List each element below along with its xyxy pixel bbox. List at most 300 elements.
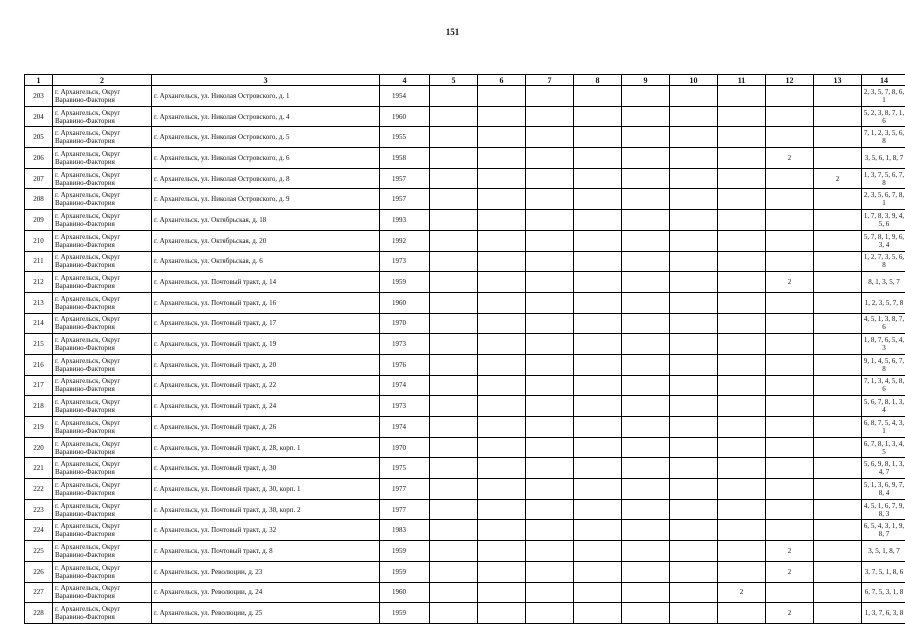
row-number-cell: 218 [25, 396, 53, 417]
col12-cell [766, 437, 814, 458]
table-row [25, 334, 905, 355]
codes-cell: 6, 7, 5, 3, 1, 8 [862, 582, 905, 603]
col5-cell [430, 541, 478, 562]
col5-cell [430, 127, 478, 148]
district-cell: г. Архангельск, Округ Варавино-Фактория [53, 127, 152, 148]
col12-cell [766, 499, 814, 520]
district-cell: г. Архангельск, Округ Варавино-Фактория [53, 541, 152, 562]
col10-cell [670, 148, 718, 169]
col6-cell [478, 230, 526, 251]
year-cell: 1977 [380, 479, 430, 500]
row-number-cell: 224 [25, 520, 53, 541]
address-cell: г. Архангельск, ул. Николая Островского, д. 4 [152, 106, 380, 127]
col9-cell [622, 210, 670, 231]
column-header: 5 [430, 75, 478, 86]
col13-cell [814, 210, 862, 231]
column-header: 14 [862, 75, 905, 86]
col5-cell [430, 168, 478, 189]
col11-cell [718, 499, 766, 520]
col8-cell [574, 520, 622, 541]
col5-cell [430, 396, 478, 417]
col12-cell [766, 396, 814, 417]
year-cell: 1983 [380, 520, 430, 541]
col7-cell [526, 189, 574, 210]
col7-cell [526, 354, 574, 375]
col12-cell [766, 520, 814, 541]
col7-cell [526, 168, 574, 189]
district-cell: г. Архангельск, Округ Варавино-Фактория [53, 251, 152, 272]
col5-cell [430, 520, 478, 541]
table-row [25, 603, 905, 624]
year-cell: 1993 [380, 210, 430, 231]
col10-cell [670, 520, 718, 541]
year-cell: 1959 [380, 272, 430, 293]
table-row [25, 292, 905, 313]
column-header: 7 [526, 75, 574, 86]
col13-cell [814, 292, 862, 313]
year-cell: 1970 [380, 437, 430, 458]
district-cell: г. Архангельск, Округ Варавино-Фактория [53, 148, 152, 169]
row-number-cell: 214 [25, 313, 53, 334]
col11-cell [718, 148, 766, 169]
row-number-cell: 226 [25, 561, 53, 582]
col13-cell: 2 [814, 168, 862, 189]
col11-cell [718, 479, 766, 500]
address-cell: г. Архангельск, ул. Революции, д. 25 [152, 603, 380, 624]
column-header: 8 [574, 75, 622, 86]
col11-cell [718, 272, 766, 293]
year-cell: 1955 [380, 127, 430, 148]
district-cell: г. Архангельск, Округ Варавино-Фактория [53, 292, 152, 313]
column-header: 3 [152, 75, 380, 86]
col13-cell [814, 541, 862, 562]
address-cell: г. Архангельск, ул. Почтовый тракт, д. 30, корп. 1 [152, 479, 380, 500]
col6-cell [478, 520, 526, 541]
col12-cell [766, 417, 814, 438]
col10-cell [670, 334, 718, 355]
col12-cell [766, 582, 814, 603]
col7-cell [526, 458, 574, 479]
row-number-cell: 227 [25, 582, 53, 603]
col11-cell [718, 189, 766, 210]
codes-cell: 5, 1, 3, 6, 9, 7, 8, 4 [862, 479, 905, 500]
col12-cell [766, 354, 814, 375]
col11-cell [718, 417, 766, 438]
year-cell: 1954 [380, 86, 430, 107]
col7-cell [526, 313, 574, 334]
address-cell: г. Архангельск, ул. Почтовый тракт, д. 28, корп. 1 [152, 437, 380, 458]
col13-cell [814, 375, 862, 396]
col7-cell [526, 148, 574, 169]
col6-cell [478, 396, 526, 417]
col7-cell [526, 417, 574, 438]
col11-cell [718, 86, 766, 107]
column-header: 6 [478, 75, 526, 86]
col13-cell [814, 396, 862, 417]
col12-cell [766, 251, 814, 272]
column-header: 2 [53, 75, 152, 86]
col5-cell [430, 479, 478, 500]
row-number-cell: 220 [25, 437, 53, 458]
col8-cell [574, 499, 622, 520]
col13-cell [814, 479, 862, 500]
col9-cell [622, 189, 670, 210]
col5-cell [430, 292, 478, 313]
col7-cell [526, 582, 574, 603]
col8-cell [574, 334, 622, 355]
table-row [25, 86, 905, 107]
col10-cell [670, 292, 718, 313]
col5-cell [430, 313, 478, 334]
district-cell: г. Архангельск, Округ Варавино-Фактория [53, 396, 152, 417]
col9-cell [622, 437, 670, 458]
col9-cell [622, 168, 670, 189]
address-cell: г. Архангельск, ул. Николая Островского, д. 6 [152, 148, 380, 169]
year-cell: 1959 [380, 541, 430, 562]
year-cell: 1973 [380, 396, 430, 417]
column-header: 10 [670, 75, 718, 86]
col6-cell [478, 354, 526, 375]
table-row [25, 561, 905, 582]
year-cell: 1974 [380, 417, 430, 438]
codes-cell: 3, 5, 6, 1, 8, 7 [862, 148, 905, 169]
col7-cell [526, 292, 574, 313]
page-number: 151 [445, 27, 460, 37]
col9-cell [622, 127, 670, 148]
col11-cell [718, 168, 766, 189]
codes-cell: 2, 3, 5, 7, 8, 6, 1 [862, 86, 905, 107]
col9-cell [622, 230, 670, 251]
row-number-cell: 211 [25, 251, 53, 272]
col9-cell [622, 148, 670, 169]
codes-cell: 7, 1, 3, 4, 5, 8, 6 [862, 375, 905, 396]
col11-cell [718, 437, 766, 458]
codes-cell: 5, 6, 9, 8, 1, 3, 4, 7 [862, 458, 905, 479]
table-row [25, 148, 905, 169]
col9-cell [622, 499, 670, 520]
table-body [25, 86, 905, 624]
year-cell: 1970 [380, 313, 430, 334]
codes-cell: 1, 2, 7, 3, 5, 6, 8 [862, 251, 905, 272]
table-row [25, 520, 905, 541]
address-cell: г. Архангельск, ул. Почтовый тракт, д. 32 [152, 520, 380, 541]
year-cell: 1977 [380, 499, 430, 520]
address-cell: г. Архангельск, ул. Николая Островского, д. 1 [152, 86, 380, 107]
col8-cell [574, 230, 622, 251]
row-number-cell: 213 [25, 292, 53, 313]
address-cell: г. Архангельск, ул. Почтовый тракт, д. 30 [152, 458, 380, 479]
col7-cell [526, 86, 574, 107]
codes-cell: 1, 7, 8, 3, 9, 4, 5, 6 [862, 210, 905, 231]
col13-cell [814, 106, 862, 127]
col12-cell: 2 [766, 148, 814, 169]
col9-cell [622, 541, 670, 562]
col5-cell [430, 189, 478, 210]
col12-cell [766, 230, 814, 251]
district-cell: г. Архангельск, Округ Варавино-Фактория [53, 603, 152, 624]
district-cell: г. Архангельск, Округ Варавино-Фактория [53, 230, 152, 251]
col8-cell [574, 168, 622, 189]
year-cell: 1959 [380, 561, 430, 582]
table-row [25, 437, 905, 458]
table-row [25, 251, 905, 272]
col7-cell [526, 520, 574, 541]
col6-cell [478, 251, 526, 272]
district-cell: г. Архангельск, Округ Варавино-Фактория [53, 499, 152, 520]
col6-cell [478, 603, 526, 624]
year-cell: 1975 [380, 458, 430, 479]
col13-cell [814, 148, 862, 169]
col11-cell [718, 127, 766, 148]
col5-cell [430, 272, 478, 293]
col13-cell [814, 437, 862, 458]
codes-cell: 1, 3, 7, 5, 6, 7, 8 [862, 168, 905, 189]
codes-cell: 1, 2, 3, 5, 7, 8 [862, 292, 905, 313]
col9-cell [622, 479, 670, 500]
col9-cell [622, 396, 670, 417]
col10-cell [670, 189, 718, 210]
col9-cell [622, 520, 670, 541]
year-cell: 1974 [380, 375, 430, 396]
table-row [25, 458, 905, 479]
col8-cell [574, 106, 622, 127]
table-row [25, 396, 905, 417]
col6-cell [478, 168, 526, 189]
table-row [25, 230, 905, 251]
address-cell: г. Архангельск, ул. Почтовый тракт, д. 30, корп. 2 [152, 499, 380, 520]
col10-cell [670, 479, 718, 500]
row-number-cell: 221 [25, 458, 53, 479]
col7-cell [526, 334, 574, 355]
row-number-cell: 207 [25, 168, 53, 189]
codes-cell: 5, 2, 3, 8, 7, 1, 6 [862, 106, 905, 127]
col9-cell [622, 561, 670, 582]
col10-cell [670, 168, 718, 189]
address-cell: г. Архангельск, ул. Николая Островского, д. 8 [152, 168, 380, 189]
col10-cell [670, 499, 718, 520]
col9-cell [622, 354, 670, 375]
district-cell: г. Архангельск, Округ Варавино-Фактория [53, 437, 152, 458]
address-cell: г. Архангельск, ул. Почтовый тракт, д. 17 [152, 313, 380, 334]
year-cell: 1973 [380, 334, 430, 355]
address-cell: г. Архангельск, ул. Октябрьская, д. 20 [152, 230, 380, 251]
district-cell: г. Архангельск, Округ Варавино-Фактория [53, 106, 152, 127]
col8-cell [574, 313, 622, 334]
codes-cell: 3, 5, 1, 8, 7 [862, 541, 905, 562]
col10-cell [670, 375, 718, 396]
col8-cell [574, 127, 622, 148]
col12-cell [766, 334, 814, 355]
codes-cell: 1, 8, 7, 6, 5, 4, 3 [862, 334, 905, 355]
col11-cell [718, 375, 766, 396]
col11-cell [718, 334, 766, 355]
col12-cell [766, 189, 814, 210]
col8-cell [574, 251, 622, 272]
row-number-cell: 210 [25, 230, 53, 251]
district-cell: г. Архангельск, Округ Варавино-Фактория [53, 375, 152, 396]
col7-cell [526, 541, 574, 562]
col10-cell [670, 210, 718, 231]
col12-cell [766, 86, 814, 107]
col13-cell [814, 520, 862, 541]
col7-cell [526, 210, 574, 231]
address-cell: г. Архангельск, ул. Николая Островского, д. 5 [152, 127, 380, 148]
codes-cell: 7, 1, 2, 3, 5, 6, 8 [862, 127, 905, 148]
col10-cell [670, 437, 718, 458]
col12-cell [766, 375, 814, 396]
col12-cell [766, 127, 814, 148]
address-cell: г. Архангельск, ул. Почтовый тракт, д. 8 [152, 541, 380, 562]
col13-cell [814, 272, 862, 293]
col9-cell [622, 582, 670, 603]
codes-cell: 4, 5, 1, 3, 8, 7, 6 [862, 313, 905, 334]
column-header: 13 [814, 75, 862, 86]
codes-cell: 2, 3, 5, 6, 7, 8, 1 [862, 189, 905, 210]
col5-cell [430, 148, 478, 169]
table-row [25, 479, 905, 500]
address-cell: г. Архангельск, ул. Почтовый тракт, д. 24 [152, 396, 380, 417]
col12-cell: 2 [766, 541, 814, 562]
col8-cell [574, 437, 622, 458]
codes-cell: 4, 5, 1, 6, 7, 9, 8, 3 [862, 499, 905, 520]
col6-cell [478, 479, 526, 500]
col11-cell [718, 603, 766, 624]
row-number-cell: 205 [25, 127, 53, 148]
col6-cell [478, 313, 526, 334]
col5-cell [430, 354, 478, 375]
col9-cell [622, 458, 670, 479]
col5-cell [430, 499, 478, 520]
district-cell: г. Архангельск, Округ Варавино-Фактория [53, 561, 152, 582]
district-cell: г. Архангельск, Округ Варавино-Фактория [53, 417, 152, 438]
row-number-cell: 215 [25, 334, 53, 355]
district-cell: г. Архангельск, Округ Варавино-Фактория [53, 189, 152, 210]
codes-cell: 6, 5, 4, 3, 1, 9, 8, 7 [862, 520, 905, 541]
district-cell: г. Архангельск, Округ Варавино-Фактория [53, 313, 152, 334]
col8-cell [574, 541, 622, 562]
col6-cell [478, 127, 526, 148]
col8-cell [574, 354, 622, 375]
row-number-cell: 212 [25, 272, 53, 293]
column-header: 12 [766, 75, 814, 86]
table-row [25, 189, 905, 210]
table-row [25, 168, 905, 189]
address-cell: г. Архангельск, ул. Октябрьская, д. 18 [152, 210, 380, 231]
col13-cell [814, 582, 862, 603]
col6-cell [478, 582, 526, 603]
col10-cell [670, 106, 718, 127]
col10-cell [670, 354, 718, 375]
row-number-cell: 222 [25, 479, 53, 500]
col8-cell [574, 148, 622, 169]
col9-cell [622, 313, 670, 334]
address-cell: г. Архангельск, ул. Почтовый тракт, д. 14 [152, 272, 380, 293]
col7-cell [526, 437, 574, 458]
table-row [25, 272, 905, 293]
col11-cell: 2 [718, 582, 766, 603]
table-row [25, 127, 905, 148]
column-header: 1 [25, 75, 53, 86]
col13-cell [814, 499, 862, 520]
codes-cell: 5, 6, 7, 8, 1, 3, 4 [862, 396, 905, 417]
col13-cell [814, 127, 862, 148]
col10-cell [670, 561, 718, 582]
col8-cell [574, 458, 622, 479]
address-cell: г. Архангельск, ул. Революции, д. 23 [152, 561, 380, 582]
col8-cell [574, 189, 622, 210]
col11-cell [718, 313, 766, 334]
col8-cell [574, 603, 622, 624]
col5-cell [430, 230, 478, 251]
col11-cell [718, 520, 766, 541]
col8-cell [574, 292, 622, 313]
table-row [25, 417, 905, 438]
col8-cell [574, 561, 622, 582]
col13-cell [814, 458, 862, 479]
col11-cell [718, 106, 766, 127]
col5-cell [430, 458, 478, 479]
col7-cell [526, 251, 574, 272]
col6-cell [478, 437, 526, 458]
address-cell: г. Архангельск, ул. Николая Островского, д. 9 [152, 189, 380, 210]
table-row [25, 582, 905, 603]
codes-cell: 5, 7, 8, 1, 9, 6, 3, 4 [862, 230, 905, 251]
col13-cell [814, 354, 862, 375]
year-cell: 1960 [380, 582, 430, 603]
col5-cell [430, 334, 478, 355]
table-row [25, 106, 905, 127]
col8-cell [574, 417, 622, 438]
col7-cell [526, 396, 574, 417]
col12-cell [766, 106, 814, 127]
col12-cell [766, 313, 814, 334]
col7-cell [526, 375, 574, 396]
col5-cell [430, 210, 478, 231]
row-number-cell: 225 [25, 541, 53, 562]
col6-cell [478, 210, 526, 231]
col10-cell [670, 582, 718, 603]
year-cell: 1976 [380, 354, 430, 375]
table-header-row [25, 75, 905, 86]
district-cell: г. Архангельск, Округ Варавино-Фактория [53, 272, 152, 293]
col8-cell [574, 86, 622, 107]
col10-cell [670, 86, 718, 107]
table-row [25, 210, 905, 231]
col10-cell [670, 272, 718, 293]
codes-cell: 8, 1, 3, 5, 7 [862, 272, 905, 293]
col13-cell [814, 86, 862, 107]
col11-cell [718, 292, 766, 313]
year-cell: 1957 [380, 189, 430, 210]
column-header: 4 [380, 75, 430, 86]
col13-cell [814, 189, 862, 210]
col11-cell [718, 561, 766, 582]
year-cell: 1960 [380, 292, 430, 313]
col6-cell [478, 86, 526, 107]
col7-cell [526, 479, 574, 500]
codes-cell: 3, 7, 5, 1, 8, 6 [862, 561, 905, 582]
row-number-cell: 206 [25, 148, 53, 169]
col6-cell [478, 106, 526, 127]
col9-cell [622, 334, 670, 355]
col9-cell [622, 106, 670, 127]
col10-cell [670, 251, 718, 272]
col6-cell [478, 272, 526, 293]
col6-cell [478, 189, 526, 210]
row-number-cell: 219 [25, 417, 53, 438]
col9-cell [622, 603, 670, 624]
col10-cell [670, 417, 718, 438]
